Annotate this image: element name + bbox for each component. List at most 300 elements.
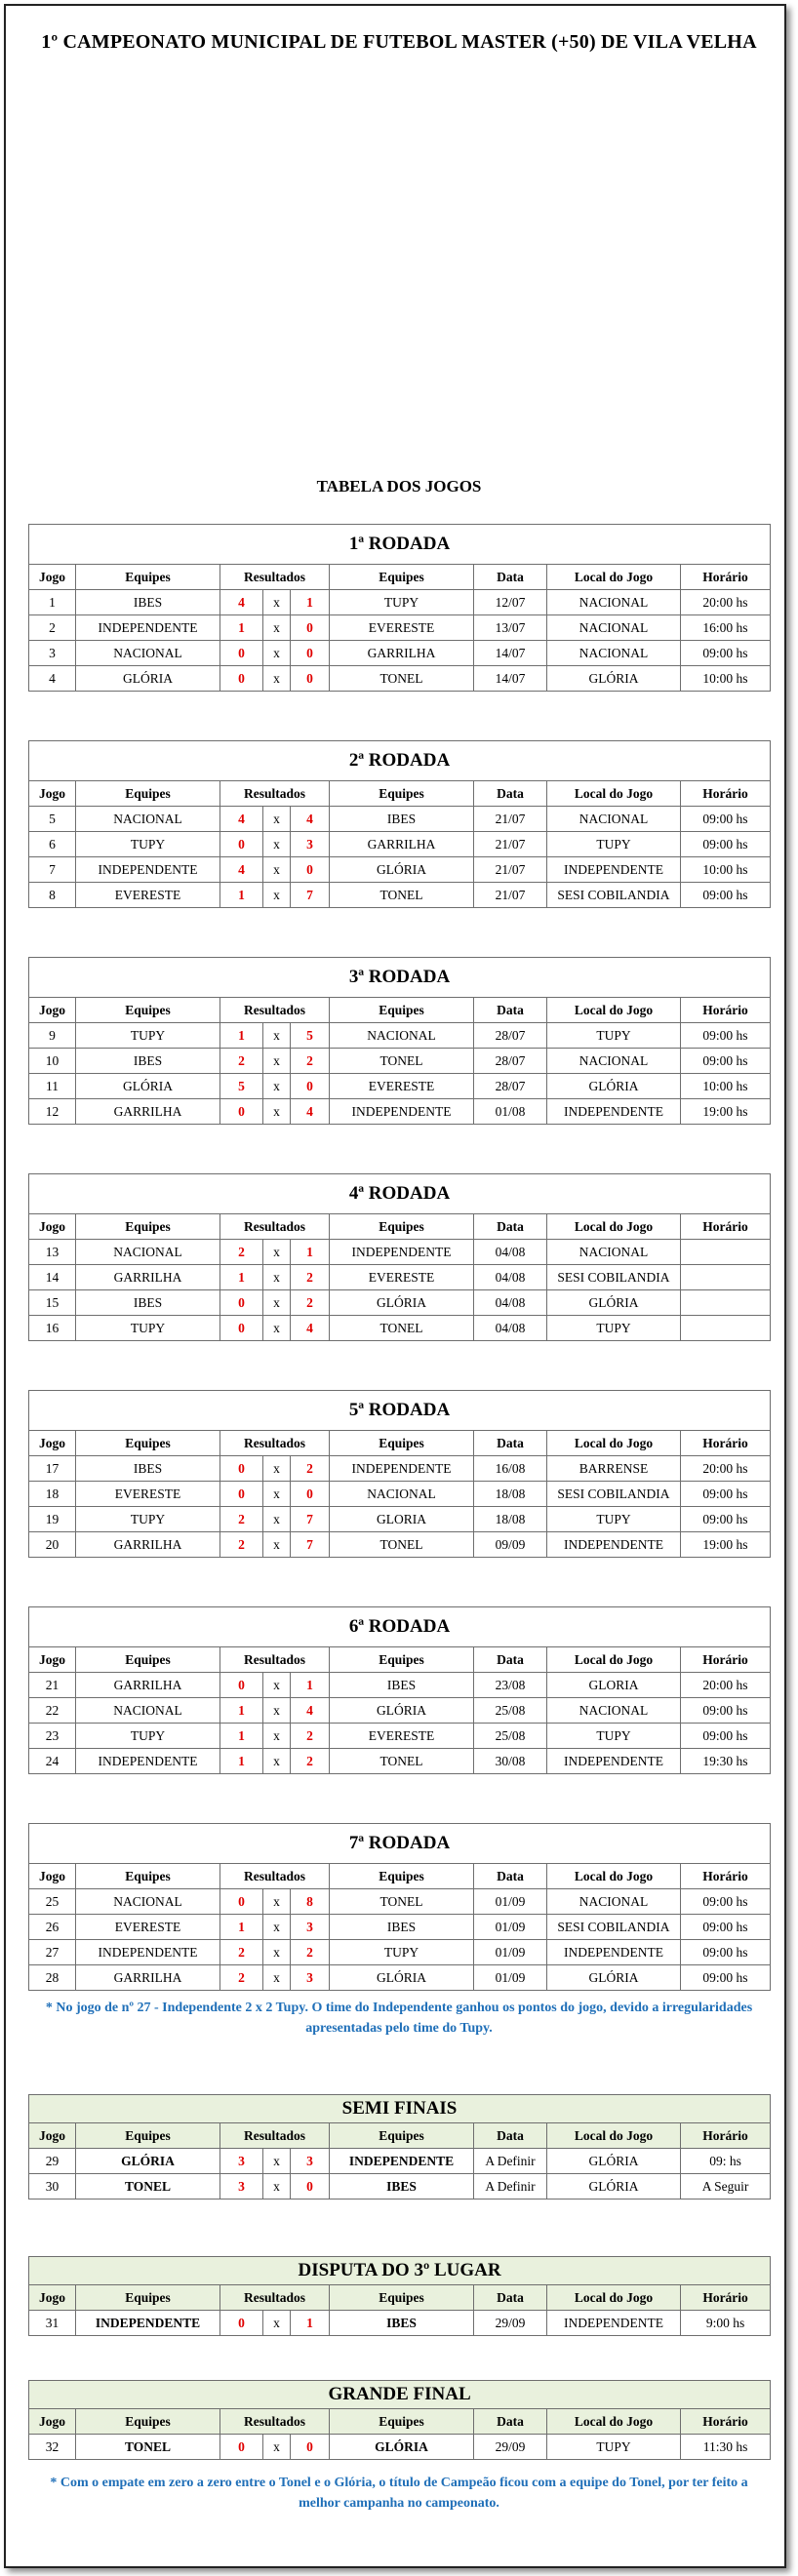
round-table-3	[28, 957, 770, 1125]
home-score: 0	[220, 1889, 263, 1915]
versus-mark: x	[263, 1265, 291, 1290]
table-row	[29, 666, 771, 692]
column-header-resultados: Resultados	[220, 998, 330, 1023]
column-header-horario: Horário	[681, 565, 771, 590]
table-row	[29, 1915, 771, 1940]
away-team: GARRILHA	[330, 832, 474, 857]
versus-mark: x	[263, 641, 291, 666]
home-team: TUPY	[76, 1507, 220, 1532]
column-header-horario: Horário	[681, 998, 771, 1023]
home-score: 1	[220, 1265, 263, 1290]
column-header-equipes: Equipes	[76, 998, 220, 1023]
home-score: 1	[220, 615, 263, 641]
game-time	[681, 1265, 771, 1290]
home-team: INDEPENDENTE	[76, 1940, 220, 1965]
game-number: 31	[29, 2311, 76, 2336]
away-team: GLÓRIA	[330, 1698, 474, 1724]
column-header-equipes2: Equipes	[330, 1431, 474, 1456]
column-header-horario: Horário	[681, 1431, 771, 1456]
away-team: EVERESTE	[330, 1265, 474, 1290]
home-team: EVERESTE	[76, 1915, 220, 1940]
home-score: 2	[220, 1940, 263, 1965]
away-team: TUPY	[330, 590, 474, 615]
game-time: 20:00 hs	[681, 1673, 771, 1698]
home-score: 0	[220, 1456, 263, 1482]
away-score: 0	[291, 666, 330, 692]
versus-mark: x	[263, 590, 291, 615]
table-row	[29, 641, 771, 666]
away-team: IBES	[330, 1673, 474, 1698]
away-score: 3	[291, 2149, 330, 2174]
game-date: 14/07	[474, 666, 547, 692]
away-score: 0	[291, 615, 330, 641]
away-team: EVERESTE	[330, 1074, 474, 1099]
round-table-2	[28, 740, 770, 908]
column-header-resultados: Resultados	[220, 2285, 330, 2311]
game-number: 11	[29, 1074, 76, 1099]
game-date: 16/08	[474, 1456, 547, 1482]
game-time: 19:30 hs	[681, 1749, 771, 1774]
table-row	[29, 832, 771, 857]
column-header-local: Local do Jogo	[547, 1647, 681, 1673]
column-header-local: Local do Jogo	[547, 1864, 681, 1889]
home-team: GLÓRIA	[76, 666, 220, 692]
game-venue: INDEPENDENTE	[547, 1532, 681, 1558]
game-venue: INDEPENDENTE	[547, 2311, 681, 2336]
home-team: TUPY	[76, 832, 220, 857]
game-venue: SESI COBILANDIA	[547, 1915, 681, 1940]
game-venue: NACIONAL	[547, 1698, 681, 1724]
game-date: 04/08	[474, 1316, 547, 1341]
column-header-horario: Horário	[681, 2123, 771, 2149]
column-header-horario: Horário	[681, 1864, 771, 1889]
game-venue: GLÓRIA	[547, 1074, 681, 1099]
column-header-local: Local do Jogo	[547, 1431, 681, 1456]
away-score: 2	[291, 1940, 330, 1965]
game-date: 29/09	[474, 2435, 547, 2460]
versus-mark: x	[263, 1049, 291, 1074]
round-title: 2ª RODADA	[29, 741, 771, 781]
game-venue: GLÓRIA	[547, 1290, 681, 1316]
game-venue: TUPY	[547, 1316, 681, 1341]
away-team: INDEPENDENTE	[330, 1240, 474, 1265]
game-number: 3	[29, 641, 76, 666]
table-row	[29, 1698, 771, 1724]
column-header-equipes: Equipes	[76, 1864, 220, 1889]
column-header-equipes: Equipes	[76, 2285, 220, 2311]
away-score: 1	[291, 1673, 330, 1698]
round-table-5	[28, 1390, 770, 1558]
home-team: TUPY	[76, 1316, 220, 1341]
home-team: TONEL	[76, 2435, 220, 2460]
away-score: 4	[291, 807, 330, 832]
column-header-equipes2: Equipes	[330, 2409, 474, 2435]
column-header-horario: Horário	[681, 1647, 771, 1673]
game-venue: GLÓRIA	[547, 2174, 681, 2200]
away-team: GLÓRIA	[330, 2435, 474, 2460]
home-team: NACIONAL	[76, 1889, 220, 1915]
game-date: 28/07	[474, 1023, 547, 1049]
round-table-6	[28, 1606, 770, 1774]
game-time: 10:00 hs	[681, 666, 771, 692]
home-score: 1	[220, 883, 263, 908]
away-score: 1	[291, 590, 330, 615]
game-time: A Seguir	[681, 2174, 771, 2200]
away-team: GLÓRIA	[330, 1290, 474, 1316]
home-team: GLÓRIA	[76, 2149, 220, 2174]
home-team: NACIONAL	[76, 1240, 220, 1265]
game-date: A Definir	[474, 2174, 547, 2200]
game-number: 21	[29, 1673, 76, 1698]
round-table-9	[28, 2256, 770, 2336]
home-score: 1	[220, 1915, 263, 1940]
game-number: 29	[29, 2149, 76, 2174]
home-score: 1	[220, 1724, 263, 1749]
away-score: 0	[291, 641, 330, 666]
home-score: 0	[220, 832, 263, 857]
game-number: 19	[29, 1507, 76, 1532]
game-venue: TUPY	[547, 832, 681, 857]
game-venue: INDEPENDENTE	[547, 1749, 681, 1774]
game-time: 11:30 hs	[681, 2435, 771, 2460]
column-header-resultados: Resultados	[220, 565, 330, 590]
game-time: 19:00 hs	[681, 1532, 771, 1558]
versus-mark: x	[263, 1940, 291, 1965]
game-venue: SESI COBILANDIA	[547, 1265, 681, 1290]
game-number: 9	[29, 1023, 76, 1049]
round-title: GRANDE FINAL	[29, 2381, 771, 2409]
versus-mark: x	[263, 2435, 291, 2460]
column-header-jogo: Jogo	[29, 2123, 76, 2149]
column-header-equipes: Equipes	[76, 2409, 220, 2435]
table-header-row	[29, 1214, 771, 1240]
column-header-jogo: Jogo	[29, 1647, 76, 1673]
game-venue: SESI COBILANDIA	[547, 1482, 681, 1507]
home-team: IBES	[76, 1049, 220, 1074]
column-header-equipes2: Equipes	[330, 2285, 474, 2311]
column-header-local: Local do Jogo	[547, 998, 681, 1023]
column-header-equipes2: Equipes	[330, 998, 474, 1023]
table-row	[29, 1889, 771, 1915]
home-score: 4	[220, 857, 263, 883]
away-team: TONEL	[330, 1316, 474, 1341]
home-score: 0	[220, 1316, 263, 1341]
column-header-equipes2: Equipes	[330, 1864, 474, 1889]
away-score: 4	[291, 1316, 330, 1341]
game-time: 09: hs	[681, 2149, 771, 2174]
versus-mark: x	[263, 1482, 291, 1507]
versus-mark: x	[263, 1749, 291, 1774]
away-score: 4	[291, 1698, 330, 1724]
game-venue: INDEPENDENTE	[547, 1940, 681, 1965]
column-header-data: Data	[474, 998, 547, 1023]
away-team: EVERESTE	[330, 615, 474, 641]
away-score: 5	[291, 1023, 330, 1049]
game-time: 09:00 hs	[681, 1482, 771, 1507]
home-score: 0	[220, 1290, 263, 1316]
away-score: 1	[291, 1240, 330, 1265]
game-time: 09:00 hs	[681, 1507, 771, 1532]
game-date: 01/09	[474, 1965, 547, 1991]
game-date: 01/09	[474, 1889, 547, 1915]
home-score: 0	[220, 666, 263, 692]
versus-mark: x	[263, 1507, 291, 1532]
column-header-equipes2: Equipes	[330, 781, 474, 807]
column-header-jogo: Jogo	[29, 781, 76, 807]
away-team: TONEL	[330, 1749, 474, 1774]
game-number: 8	[29, 883, 76, 908]
game-venue: NACIONAL	[547, 1889, 681, 1915]
game-number: 2	[29, 615, 76, 641]
away-team: GARRILHA	[330, 641, 474, 666]
column-header-local: Local do Jogo	[547, 2409, 681, 2435]
game-venue: INDEPENDENTE	[547, 1099, 681, 1125]
versus-mark: x	[263, 832, 291, 857]
home-team: TUPY	[76, 1023, 220, 1049]
column-header-jogo: Jogo	[29, 1214, 76, 1240]
table-header-row	[29, 1431, 771, 1456]
table-row	[29, 1532, 771, 1558]
game-number: 20	[29, 1532, 76, 1558]
table-row	[29, 1023, 771, 1049]
versus-mark: x	[263, 2149, 291, 2174]
column-header-equipes: Equipes	[76, 1214, 220, 1240]
column-header-equipes2: Equipes	[330, 1647, 474, 1673]
game-number: 22	[29, 1698, 76, 1724]
home-team: IBES	[76, 1290, 220, 1316]
away-team: IBES	[330, 1915, 474, 1940]
game-venue: TUPY	[547, 1023, 681, 1049]
game-number: 26	[29, 1915, 76, 1940]
column-header-horario: Horário	[681, 2285, 771, 2311]
away-team: IBES	[330, 2174, 474, 2200]
away-score: 0	[291, 2435, 330, 2460]
away-team: GLÓRIA	[330, 857, 474, 883]
game-venue: TUPY	[547, 1507, 681, 1532]
table-row	[29, 1507, 771, 1532]
column-header-equipes: Equipes	[76, 565, 220, 590]
home-score: 4	[220, 807, 263, 832]
column-header-jogo: Jogo	[29, 2285, 76, 2311]
home-team: TUPY	[76, 1724, 220, 1749]
versus-mark: x	[263, 1456, 291, 1482]
home-team: EVERESTE	[76, 1482, 220, 1507]
versus-mark: x	[263, 1698, 291, 1724]
column-header-equipes: Equipes	[76, 781, 220, 807]
final-note: * Com o empate em zero a zero entre o Tonel e o Glória, o título de Campeão ficou com a equipe do Tonel, por ter feito a melhor campanha no campeonato.	[50, 2476, 748, 2511]
column-header-resultados: Resultados	[220, 1647, 330, 1673]
game-date: 18/08	[474, 1482, 547, 1507]
column-header-resultados: Resultados	[220, 2123, 330, 2149]
table-header-row	[29, 2409, 771, 2435]
table-row	[29, 1724, 771, 1749]
table-row	[29, 1290, 771, 1316]
away-team: INDEPENDENTE	[330, 1099, 474, 1125]
game-27-note: * No jogo de nº 27 - Independente 2 x 2 Tupy. O time do Independente ganhou os pontos do jogo, devido a irregularidades apresentadas pelo time do Tupy.	[45, 2001, 753, 2036]
home-score: 2	[220, 1965, 263, 1991]
away-score: 0	[291, 1074, 330, 1099]
game-venue: INDEPENDENTE	[547, 857, 681, 883]
home-team: INDEPENDENTE	[76, 1749, 220, 1774]
column-header-resultados: Resultados	[220, 1864, 330, 1889]
home-score: 1	[220, 1698, 263, 1724]
game-venue: NACIONAL	[547, 1049, 681, 1074]
versus-mark: x	[263, 1023, 291, 1049]
home-team: NACIONAL	[76, 641, 220, 666]
game-number: 25	[29, 1889, 76, 1915]
game-venue: NACIONAL	[547, 1240, 681, 1265]
game-time: 19:00 hs	[681, 1099, 771, 1125]
round-table-4	[28, 1173, 770, 1341]
home-score: 3	[220, 2174, 263, 2200]
versus-mark: x	[263, 1240, 291, 1265]
table-header-row	[29, 998, 771, 1023]
table-header-row	[29, 781, 771, 807]
table-header-row	[29, 2123, 771, 2149]
game-number: 30	[29, 2174, 76, 2200]
game-time: 09:00 hs	[681, 1023, 771, 1049]
away-team: TONEL	[330, 883, 474, 908]
column-header-resultados: Resultados	[220, 2409, 330, 2435]
game-date: 18/08	[474, 1507, 547, 1532]
away-score: 3	[291, 1965, 330, 1991]
versus-mark: x	[263, 807, 291, 832]
game-venue: GLÓRIA	[547, 666, 681, 692]
column-header-local: Local do Jogo	[547, 2123, 681, 2149]
game-time	[681, 1290, 771, 1316]
column-header-local: Local do Jogo	[547, 565, 681, 590]
away-score: 3	[291, 1915, 330, 1940]
game-number: 14	[29, 1265, 76, 1290]
home-team: GARRILHA	[76, 1265, 220, 1290]
game-venue: TUPY	[547, 1724, 681, 1749]
game-time: 09:00 hs	[681, 1698, 771, 1724]
column-header-horario: Horário	[681, 1214, 771, 1240]
away-team: TONEL	[330, 1889, 474, 1915]
column-header-jogo: Jogo	[29, 1431, 76, 1456]
round-title: 4ª RODADA	[29, 1174, 771, 1214]
home-team: GLÓRIA	[76, 1074, 220, 1099]
column-header-equipes: Equipes	[76, 2123, 220, 2149]
versus-mark: x	[263, 1724, 291, 1749]
column-header-jogo: Jogo	[29, 998, 76, 1023]
column-header-data: Data	[474, 781, 547, 807]
game-number: 15	[29, 1290, 76, 1316]
versus-mark: x	[263, 857, 291, 883]
home-score: 0	[220, 1099, 263, 1125]
away-score: 3	[291, 832, 330, 857]
game-time: 09:00 hs	[681, 832, 771, 857]
table-header-row	[29, 1864, 771, 1889]
column-header-jogo: Jogo	[29, 2409, 76, 2435]
table-row	[29, 2435, 771, 2460]
game-date: 14/07	[474, 641, 547, 666]
game-date: 21/07	[474, 832, 547, 857]
table-row	[29, 1940, 771, 1965]
away-team: TONEL	[330, 666, 474, 692]
table-header-row	[29, 565, 771, 590]
game-time: 16:00 hs	[681, 615, 771, 641]
game-date: 21/07	[474, 807, 547, 832]
game-date: 09/09	[474, 1532, 547, 1558]
home-score: 2	[220, 1240, 263, 1265]
game-time: 09:00 hs	[681, 1940, 771, 1965]
game-venue: SESI COBILANDIA	[547, 883, 681, 908]
away-score: 0	[291, 857, 330, 883]
game-date: 13/07	[474, 615, 547, 641]
game-time: 9:00 hs	[681, 2311, 771, 2336]
game-time: 09:00 hs	[681, 1889, 771, 1915]
away-score: 0	[291, 2174, 330, 2200]
away-team: INDEPENDENTE	[330, 1456, 474, 1482]
versus-mark: x	[263, 1099, 291, 1125]
round-table-8	[28, 2094, 770, 2200]
game-number: 17	[29, 1456, 76, 1482]
versus-mark: x	[263, 883, 291, 908]
table-row	[29, 1099, 771, 1125]
column-header-resultados: Resultados	[220, 1214, 330, 1240]
game-number: 27	[29, 1940, 76, 1965]
away-score: 2	[291, 1265, 330, 1290]
home-team: IBES	[76, 590, 220, 615]
game-number: 10	[29, 1049, 76, 1074]
column-header-equipes: Equipes	[76, 1647, 220, 1673]
round-table-10	[28, 2380, 770, 2460]
game-venue: NACIONAL	[547, 807, 681, 832]
column-header-data: Data	[474, 2285, 547, 2311]
versus-mark: x	[263, 1673, 291, 1698]
column-header-local: Local do Jogo	[547, 781, 681, 807]
table-row	[29, 1749, 771, 1774]
game-date: 25/08	[474, 1724, 547, 1749]
schedule-heading: TABELA DOS JOGOS	[316, 477, 482, 495]
versus-mark: x	[263, 1532, 291, 1558]
column-header-horario: Horário	[681, 2409, 771, 2435]
away-score: 4	[291, 1099, 330, 1125]
column-header-jogo: Jogo	[29, 1864, 76, 1889]
game-time: 09:00 hs	[681, 1049, 771, 1074]
table-row	[29, 590, 771, 615]
round-title: 6ª RODADA	[29, 1607, 771, 1647]
away-team: IBES	[330, 807, 474, 832]
game-date: 28/07	[474, 1049, 547, 1074]
table-row	[29, 2174, 771, 2200]
home-team: INDEPENDENTE	[76, 615, 220, 641]
game-time: 20:00 hs	[681, 1456, 771, 1482]
game-venue: GLORIA	[547, 1673, 681, 1698]
away-score: 8	[291, 1889, 330, 1915]
game-number: 18	[29, 1482, 76, 1507]
game-time	[681, 1240, 771, 1265]
table-row	[29, 1240, 771, 1265]
table-row	[29, 1965, 771, 1991]
versus-mark: x	[263, 1290, 291, 1316]
versus-mark: x	[263, 1889, 291, 1915]
column-header-data: Data	[474, 1214, 547, 1240]
game-venue: GLÓRIA	[547, 2149, 681, 2174]
home-team: NACIONAL	[76, 1698, 220, 1724]
away-team: INDEPENDENTE	[330, 2149, 474, 2174]
column-header-equipes: Equipes	[76, 1431, 220, 1456]
home-team: NACIONAL	[76, 807, 220, 832]
round-title: 7ª RODADA	[29, 1824, 771, 1864]
column-header-resultados: Resultados	[220, 781, 330, 807]
game-number: 12	[29, 1099, 76, 1125]
game-venue: GLÓRIA	[547, 1965, 681, 1991]
table-row	[29, 1074, 771, 1099]
table-row	[29, 857, 771, 883]
game-number: 5	[29, 807, 76, 832]
